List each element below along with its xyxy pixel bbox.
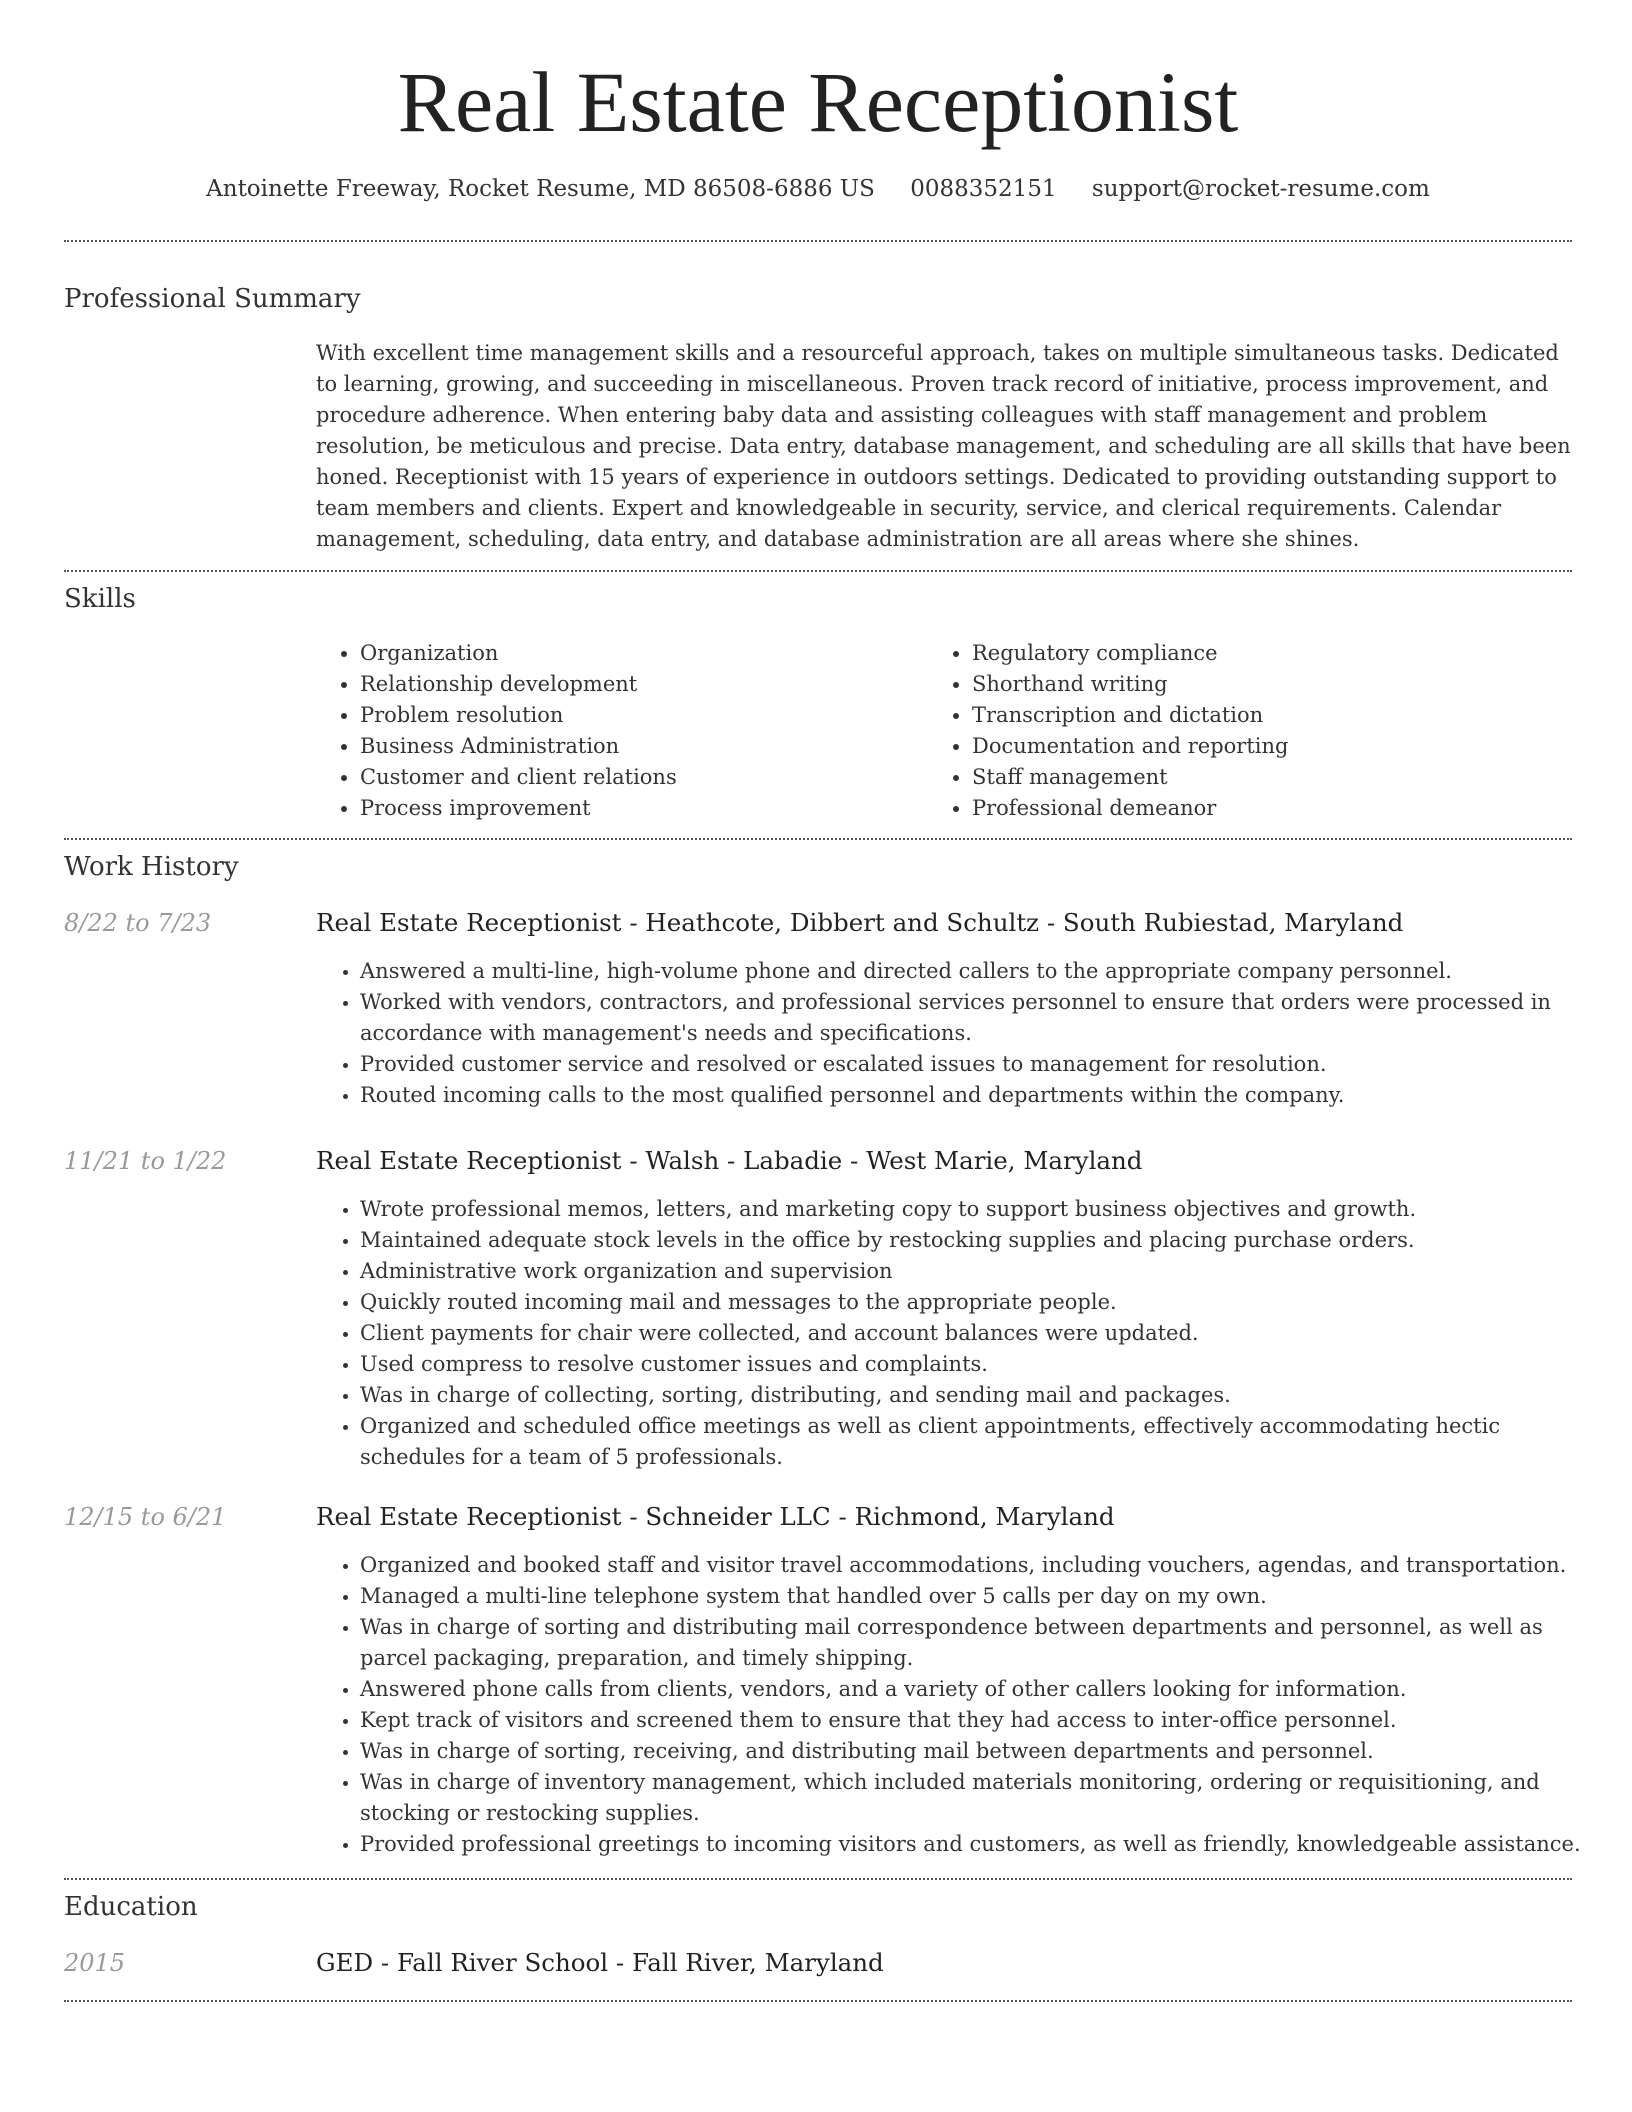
skill-item: • Professional demeanor <box>972 793 1572 824</box>
job-date: 12/15 to 6/21 <box>64 1503 227 1531</box>
resume-name: Real Estate Receptionist <box>397 54 1239 150</box>
section-title-education: Education <box>64 1892 198 1922</box>
list-item: • Was in charge of sorting, receiving, and distributing mail between departments and personnel. <box>360 1736 1590 1767</box>
skill-item: • Staff management <box>972 762 1572 793</box>
list-item: • Organized and scheduled office meetings as well as client appointments, effectively accommodating hectic schedules for a team of 5 professionals. <box>360 1411 1590 1473</box>
list-item: • Organized and booked staff and visitor travel accommodations, including vouchers, agendas, and transportation. <box>360 1550 1590 1581</box>
divider <box>64 2000 1572 2002</box>
list-item: • Managed a multi-line telephone system that handled over 5 calls per day on my own. <box>360 1581 1590 1612</box>
skill-item: • Shorthand writing <box>972 669 1572 700</box>
job-date: 11/21 to 1/22 <box>64 1147 227 1175</box>
skill-item: • Transcription and dictation <box>972 700 1572 731</box>
list-item: • Used compress to resolve customer issues and complaints. <box>360 1349 1590 1380</box>
list-item: • Maintained adequate stock levels in the office by restocking supplies and placing purchase orders. <box>360 1225 1590 1256</box>
job-title: Real Estate Receptionist - Walsh - Labadie - West Marie, Maryland <box>316 1146 1143 1175</box>
list-item: • Was in charge of sorting and distributing mail correspondence between departments and personnel, as well as parcel packaging, preparation, and timely shipping. <box>360 1612 1590 1674</box>
education-entry: GED - Fall River School - Fall River, Maryland <box>316 1948 884 1977</box>
section-title-work: Work History <box>64 852 239 882</box>
skill-item: • Customer and client relations <box>360 762 920 793</box>
section-title-skills: Skills <box>64 584 136 614</box>
skill-item: • Organization <box>360 638 920 669</box>
skills-list-right <box>928 638 1572 824</box>
skill-item: • Process improvement <box>360 793 920 824</box>
divider <box>64 240 1572 242</box>
list-item: • Provided professional greetings to incoming visitors and customers, as well as friendly, knowledgeable assistance. <box>360 1829 1590 1860</box>
list-item: • Answered a multi-line, high-volume phone and directed callers to the appropriate company personnel. <box>360 956 1590 987</box>
job-bullets <box>316 956 1590 1111</box>
list-item: • Administrative work organization and supervision <box>360 1256 1590 1287</box>
list-item: • Was in charge of collecting, sorting, distributing, and sending mail and packages. <box>360 1380 1590 1411</box>
list-item: • Kept track of visitors and screened them to ensure that they had access to inter-office personnel. <box>360 1705 1590 1736</box>
skill-item: • Regulatory compliance <box>972 638 1572 669</box>
skill-item: • Documentation and reporting <box>972 731 1572 762</box>
skill-item: • Relationship development <box>360 669 920 700</box>
list-item: • Provided customer service and resolved or escalated issues to management for resolution. <box>360 1049 1590 1080</box>
skill-item: • Problem resolution <box>360 700 920 731</box>
list-item: • Wrote professional memos, letters, and marketing copy to support business objectives and growth. <box>360 1194 1590 1225</box>
job-bullets <box>316 1194 1590 1473</box>
education-date: 2015 <box>64 1949 126 1977</box>
list-item: • Quickly routed incoming mail and messages to the appropriate people. <box>360 1287 1590 1318</box>
summary-text: With excellent time management skills and a resourceful approach, takes on multiple simultaneous tasks. Dedicated to learning, growing, and succeeding in miscellaneous. Proven track record of initiative, process improvement, and procedure adherence. When entering baby data and assisting colleagues with staff management and problem resolution, be meticulous and precise. Data entry, database management, and scheduling are all skills that have been honed. Receptionist with 15 years of experience in outdoors settings. Dedicated to providing outstanding support to team members and clients. Expert and knowledgeable in security, service, and clerical requirements. Calendar management, scheduling, data entry, and database administration are all areas where she shines. <box>316 341 1571 551</box>
contact-address: Antoinette Freeway, Rocket Resume, MD 86508-6886 US <box>206 176 875 202</box>
job-date: 8/22 to 7/23 <box>64 909 212 937</box>
job-title: Real Estate Receptionist - Heathcote, Dibbert and Schultz - South Rubiestad, Maryland <box>316 908 1404 937</box>
skills-list-left <box>316 638 920 824</box>
list-item: • Answered phone calls from clients, vendors, and a variety of other callers looking for information. <box>360 1674 1590 1705</box>
list-item: • Was in charge of inventory management, which included materials monitoring, ordering or requisitioning, and stocking or restocking supplies. <box>360 1767 1590 1829</box>
contact-email: support@rocket-resume.com <box>1091 176 1430 202</box>
skill-item: • Business Administration <box>360 731 920 762</box>
job-bullets <box>316 1550 1590 1860</box>
contact-phone: 0088352151 <box>910 176 1057 202</box>
contact-line <box>64 172 1572 206</box>
list-item: • Routed incoming calls to the most qualified personnel and departments within the company. <box>360 1080 1590 1111</box>
job-title: Real Estate Receptionist - Schneider LLC - Richmond, Maryland <box>316 1502 1115 1531</box>
list-item: • Worked with vendors, contractors, and professional services personnel to ensure that orders were processed in accordance with management's needs and specifications. <box>360 987 1590 1049</box>
list-item: • Client payments for chair were collected, and account balances were updated. <box>360 1318 1590 1349</box>
divider <box>64 1878 1572 1880</box>
divider <box>64 838 1572 840</box>
section-title-summary: Professional Summary <box>64 284 361 314</box>
divider <box>64 570 1572 572</box>
